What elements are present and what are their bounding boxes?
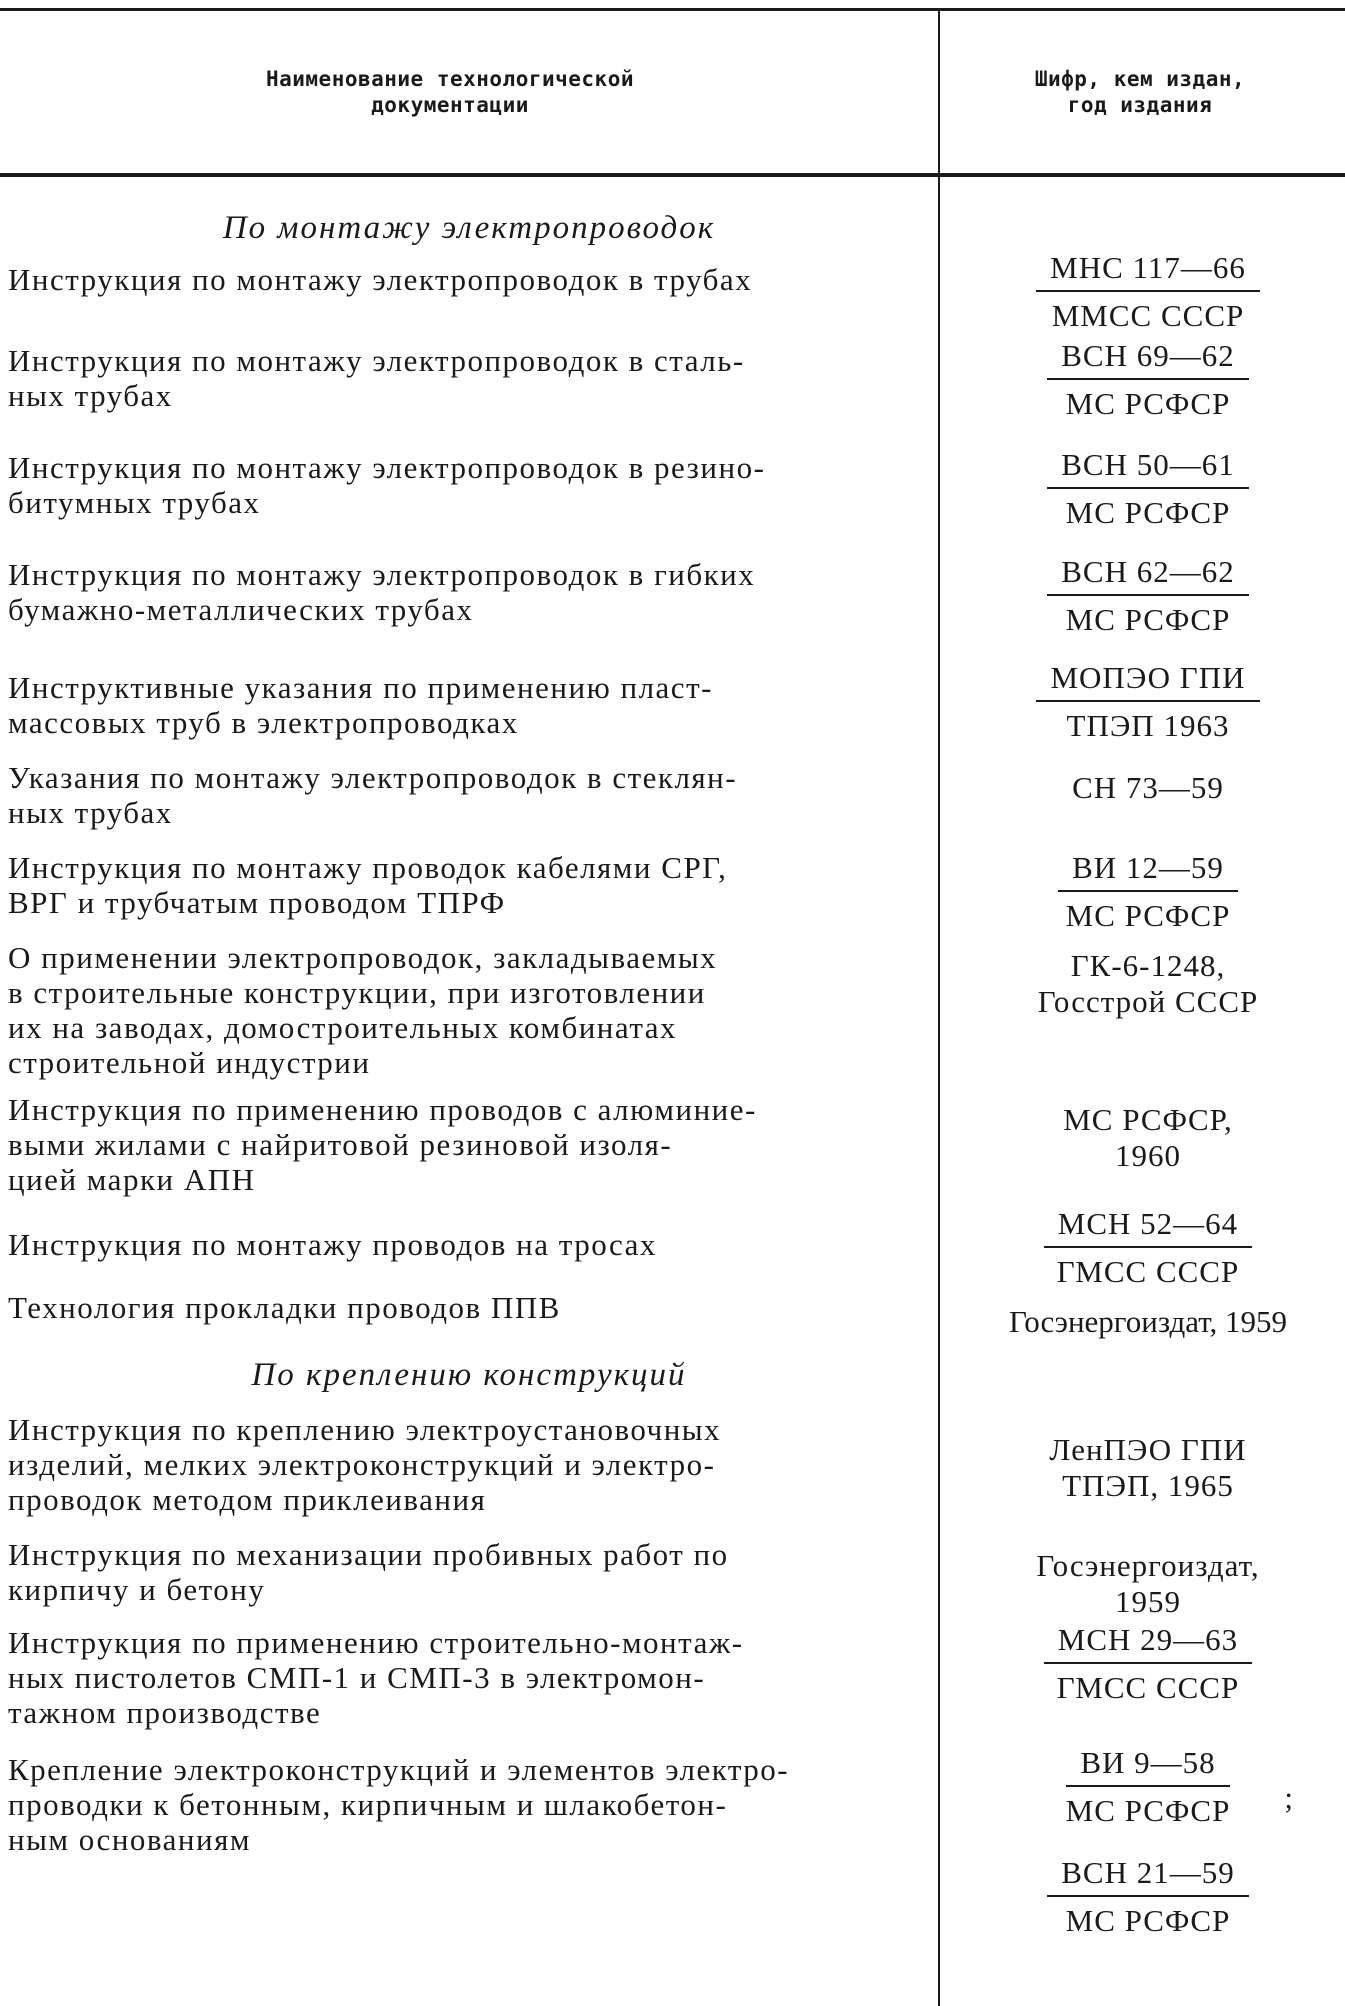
doc-code xyxy=(958,447,1338,531)
code-issuer: МС РСФСР xyxy=(1065,495,1231,530)
doc-name: Указания по монтажу электропроводок в стеклян- ных трубах xyxy=(8,760,738,830)
header-document-name: Наименование технологической документации xyxy=(265,67,634,117)
doc-code xyxy=(958,250,1338,334)
code-issuer: ММСС СССР xyxy=(1051,298,1245,333)
code-number: ВСН 21—59 xyxy=(1047,1855,1249,1897)
code-issuer: МС РСФСР xyxy=(1065,898,1231,933)
top-rule xyxy=(0,8,1345,11)
doc-code xyxy=(958,1432,1338,1504)
code-issuer: ТПЭП, 1965 xyxy=(1062,1468,1234,1503)
code-issuer: Госстрой СССР xyxy=(1037,984,1259,1019)
doc-name: О применении электропроводок, закладываемых в строительные конструкции, при изготовлении их на заводах, домостроительных комбинатах строительной индустрии xyxy=(8,940,718,1080)
doc-name: Крепление электроконструкций и элементов электро- проводки к бетонным, кирпичным и шлакобетон- ным основаниям xyxy=(8,1752,790,1857)
code-number: Госэнергоиздат, xyxy=(1036,1548,1260,1583)
doc-name: Инструкция по монтажу электропроводок в резино- битумных трубах xyxy=(8,450,766,520)
code-number: ЛенПЭО ГПИ xyxy=(1049,1432,1247,1467)
doc-name: Инструкция по монтажу проводов на тросах xyxy=(8,1227,657,1262)
doc-code xyxy=(958,1206,1338,1290)
code-number: Госэнергоиздат, 1959 xyxy=(1009,1304,1287,1339)
doc-code-secondary xyxy=(958,1855,1338,1939)
doc-code xyxy=(958,1304,1338,1340)
doc-name: Инструкция по монтажу электропроводок в гибких бумажно-металлических трубах xyxy=(8,557,756,627)
code-number: ВИ 9—58 xyxy=(1066,1745,1231,1787)
doc-code xyxy=(958,660,1338,744)
doc-code xyxy=(958,1745,1338,1829)
section-title-fastening: По креплению конструкций xyxy=(251,1357,687,1393)
doc-code xyxy=(958,948,1338,1020)
code-issuer: МС РСФСР xyxy=(1065,1903,1231,1938)
doc-code xyxy=(958,1102,1338,1174)
doc-name: Технология прокладки проводов ППВ xyxy=(8,1290,561,1325)
doc-name: Инструкция по монтажу электропроводок в трубах xyxy=(8,262,753,297)
code-issuer: ТПЭП 1963 xyxy=(1066,708,1230,743)
doc-code xyxy=(958,554,1338,638)
code-number: МС РСФСР, xyxy=(1063,1102,1233,1137)
doc-code xyxy=(958,850,1338,934)
code-issuer: МС РСФСР xyxy=(1065,386,1231,421)
code-number: ВСН 62—62 xyxy=(1047,554,1249,596)
code-issuer: 1959 xyxy=(1115,1584,1181,1619)
code-number: ВСН 50—61 xyxy=(1047,447,1249,489)
doc-name: Инструкция по креплению электроустановочных изделий, мелких электроконструкций и электро- проводок методом приклеивания xyxy=(8,1412,722,1517)
code-issuer: ГМСС СССР xyxy=(1056,1670,1240,1705)
doc-name: Инструкция по монтажу проводок кабелями СРГ, ВРГ и трубчатым проводом ТПРФ xyxy=(8,850,728,920)
code-number: МНС 117—66 xyxy=(1036,250,1260,292)
header-code-issuer: Шифр, кем издан, год издания xyxy=(1034,67,1246,117)
doc-name: Инструкция по применению строительно-монтаж- ных пистолетов СМП-1 и СМП-3 в электромон- тажном производстве xyxy=(8,1625,744,1730)
column-divider xyxy=(938,8,940,2006)
code-issuer: 1960 xyxy=(1115,1138,1181,1173)
doc-code xyxy=(958,1622,1338,1706)
doc-code xyxy=(958,770,1338,806)
header-rule xyxy=(0,173,1345,177)
code-number: ВИ 12—59 xyxy=(1058,850,1238,892)
doc-code xyxy=(958,338,1338,422)
doc-name: Инструктивные указания по применению пласт- массовых труб в электропроводках xyxy=(8,670,713,740)
code-number: ГК-6-1248, xyxy=(1070,948,1226,983)
section-title-wiring: По монтажу электропроводок xyxy=(222,210,716,246)
code-number: МСН 52—64 xyxy=(1044,1206,1252,1248)
doc-name: Инструкция по применению проводов с алюминие- выми жилами с найритовой резиновой изоля- цией марки АПН xyxy=(8,1092,757,1197)
doc-name: Инструкция по механизации пробивных работ по кирпичу и бетону xyxy=(8,1537,729,1607)
doc-code xyxy=(958,1548,1338,1620)
code-number: ВСН 69—62 xyxy=(1047,338,1249,380)
code-issuer: МС РСФСР xyxy=(1065,602,1231,637)
code-issuer: ГМСС СССР xyxy=(1056,1254,1240,1289)
code-number: МСН 29—63 xyxy=(1044,1622,1252,1664)
separator-semicolon: ; xyxy=(1284,1780,1293,1815)
doc-name: Инструкция по монтажу электропроводок в сталь- ных трубах xyxy=(8,343,745,413)
code-issuer: МС РСФСР xyxy=(1065,1793,1231,1828)
code-number: СН 73—59 xyxy=(1072,770,1224,805)
code-number: МОПЭО ГПИ xyxy=(1036,660,1259,702)
